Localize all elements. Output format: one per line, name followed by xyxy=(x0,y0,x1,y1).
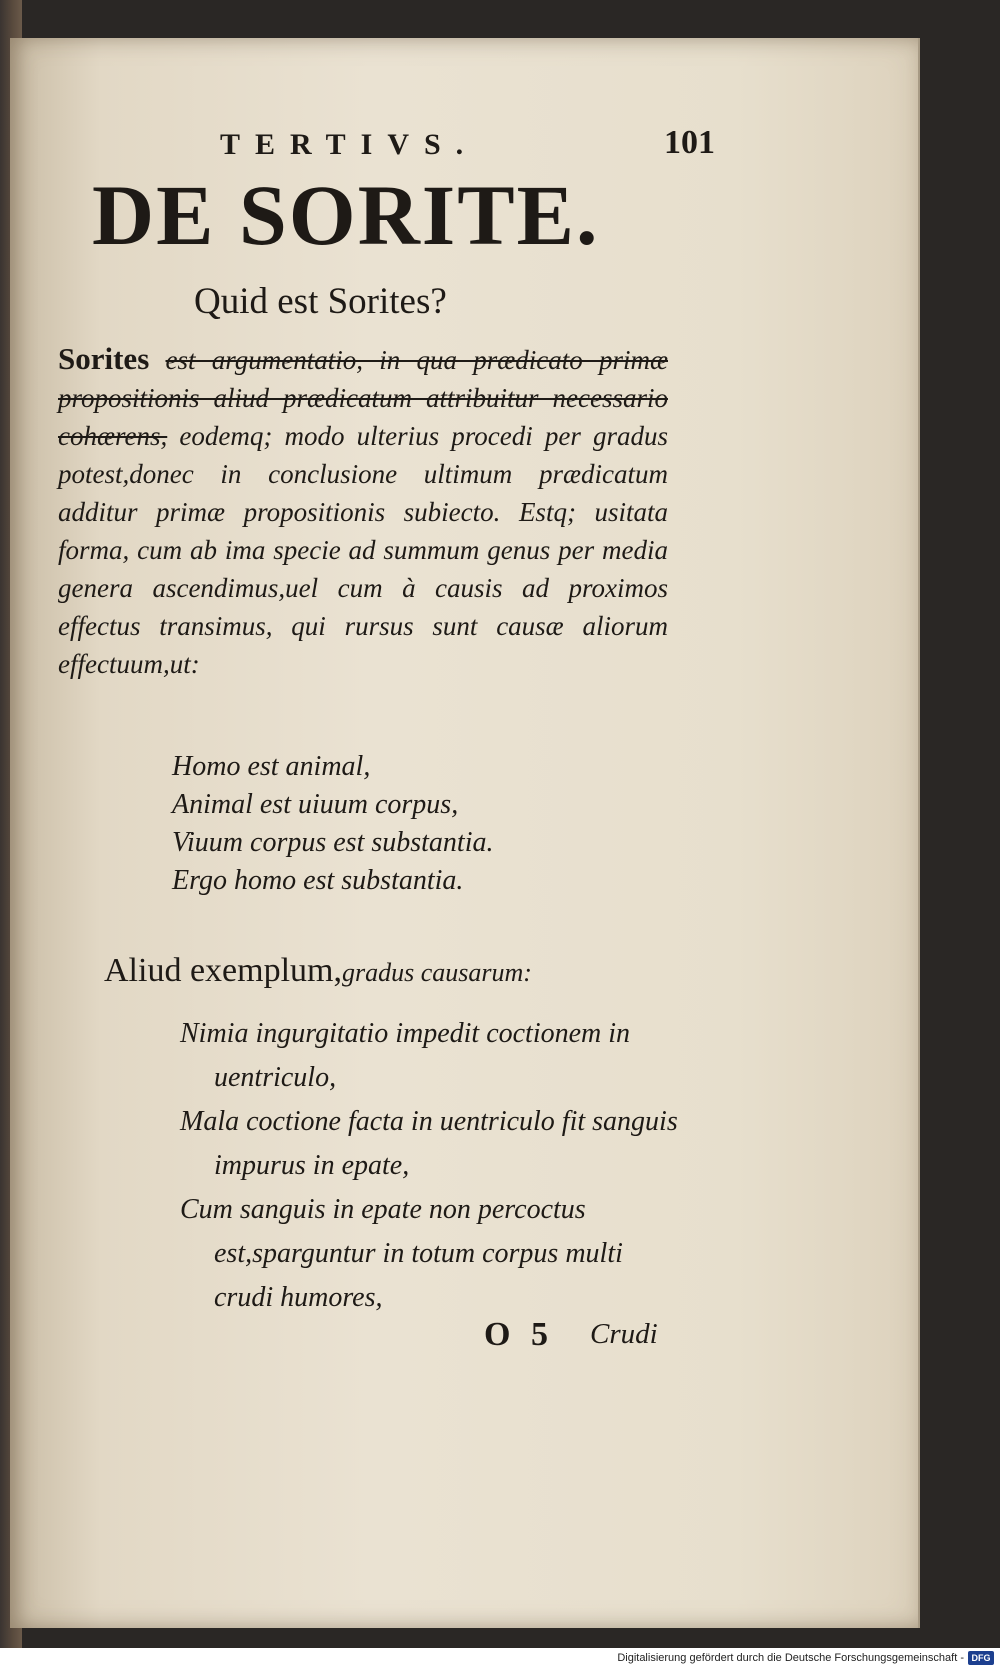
footer-credit: Digitalisierung gefördert durch die Deutsche Forschungsgemeinschaft - xyxy=(617,1652,964,1664)
signature-mark: O 5 xyxy=(484,1316,554,1353)
catchword: Crudi xyxy=(590,1318,658,1350)
paragraph-lead-word: Sorites xyxy=(58,341,150,376)
question-heading: Quid est Sorites? xyxy=(194,281,447,322)
example-heading xyxy=(104,952,532,990)
syllogism-line: Animal est uiuum corpus, xyxy=(172,789,459,820)
page-number: 101 xyxy=(664,124,715,161)
struck-through-text: est argumentatio, in qua prædicato primæ propositionis aliud prædicatum attribuitur necessario cohærens, xyxy=(58,345,668,451)
example-heading-italic: gradus causarum: xyxy=(341,958,532,987)
running-head: TERTIVS. xyxy=(220,128,479,161)
causes-example xyxy=(180,1012,680,1320)
cause-item: Nimia ingurgitatio impedit coctionem in uentriculo, xyxy=(180,1018,631,1093)
dfg-logo: DFG xyxy=(968,1651,994,1665)
syllogism-line: Homo est animal, xyxy=(172,751,371,782)
paragraph-text: eodemq; modo ulterius procedi per gradus potest,donec in conclusione ultimum prædicatum additur primæ propositionis subiecto. Estq; usitata forma, cum ab ima specie ad summum genus per media genera ascendimus,uel cum à causis ad proximos effectus transimus, qui rursus sunt causæ aliorum effectuum,ut: xyxy=(58,421,668,679)
syllogism-line: Viuum corpus est substantia. xyxy=(172,827,494,858)
cause-item: Mala coctione facta in uentriculo fit sanguis impurus in epate, xyxy=(180,1106,678,1181)
cause-item: Cum sanguis in epate non percoctus est,sparguntur in totum corpus multi crudi humores, xyxy=(180,1194,623,1313)
syllogism-conclusion: Ergo homo est substantia. xyxy=(172,865,464,896)
syllogism-example xyxy=(172,748,493,900)
example-heading-text: Aliud exemplum, xyxy=(104,952,342,989)
chapter-title: DE SORITE. xyxy=(92,167,600,263)
definition-paragraph xyxy=(58,340,668,683)
